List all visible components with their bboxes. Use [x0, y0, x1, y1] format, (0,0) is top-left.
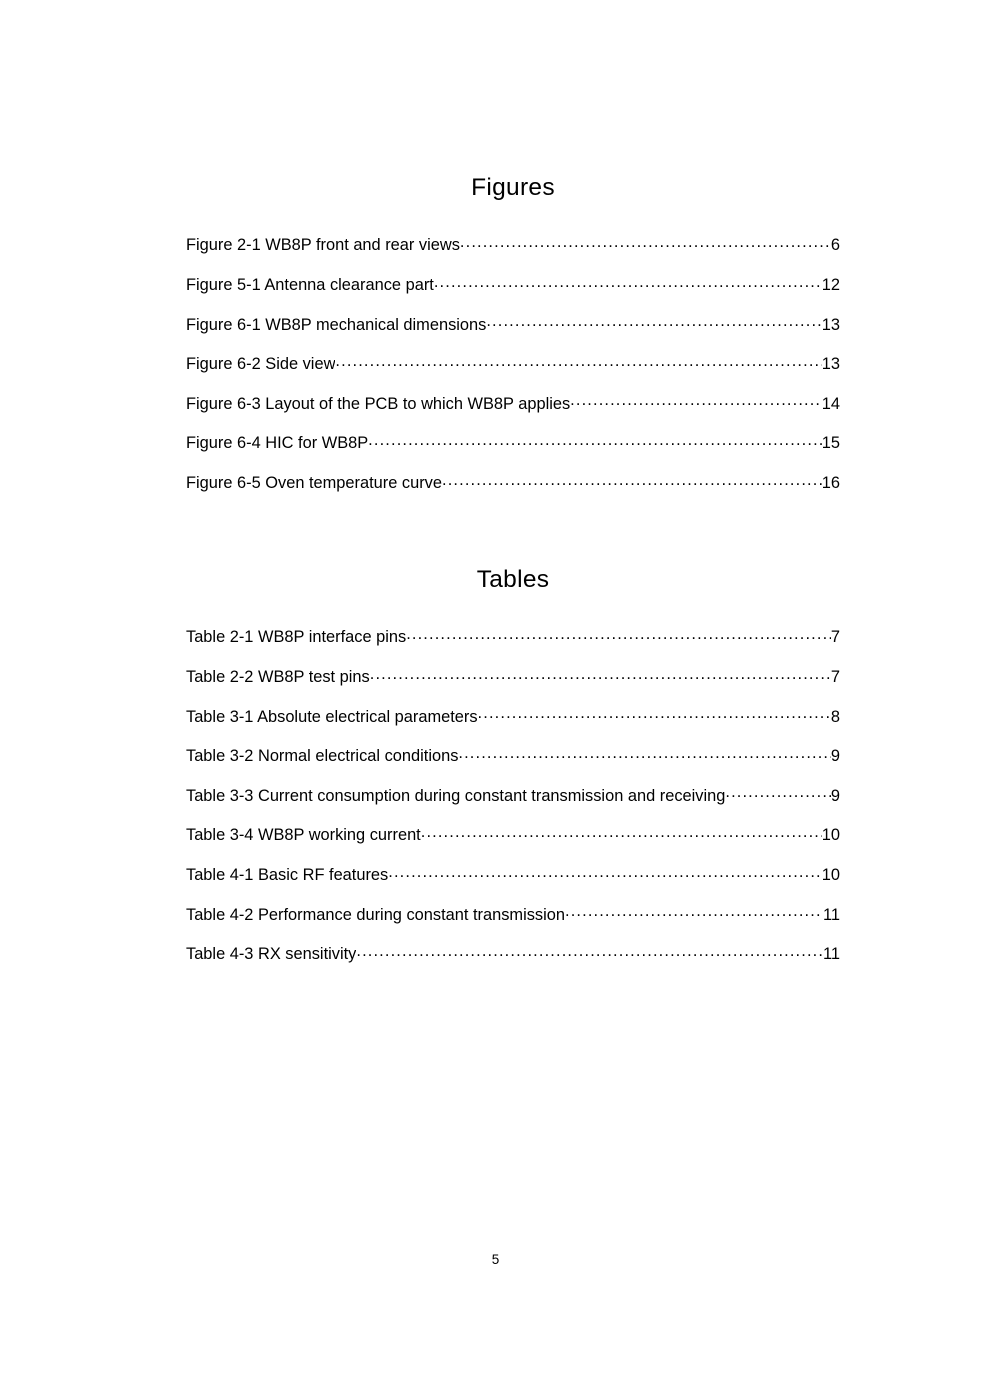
toc-dot-leader [368, 432, 822, 448]
toc-dot-leader [388, 864, 822, 880]
toc-entry-page-number: 14 [821, 394, 840, 413]
toc-entry-page-number: 15 [821, 434, 840, 453]
toc-dot-leader [458, 745, 830, 761]
toc-entry-page-number: 16 [821, 473, 840, 492]
toc-dot-leader [356, 943, 823, 959]
toc-entry-page-number: 10 [821, 865, 840, 884]
toc-entry[interactable] [186, 705, 840, 745]
toc-entry-label: Table 4-2 Performance during constant transmission [186, 905, 565, 924]
toc-dot-leader [570, 392, 822, 408]
toc-entry-page-number: 6 [830, 236, 840, 255]
toc-dot-leader [370, 666, 831, 682]
toc-entry-label: Figure 6-2 Side view [186, 355, 336, 374]
toc-entry[interactable] [186, 234, 840, 274]
page-number: 5 [491, 1252, 500, 1267]
toc-entry-label: Table 4-1 Basic RF features [186, 865, 389, 884]
toc-entry-page-number: 11 [822, 905, 840, 924]
toc-entry[interactable] [186, 274, 840, 314]
toc-dot-leader [421, 824, 822, 840]
toc-entry-page-number: 11 [822, 945, 840, 964]
toc-entry-label: Figure 6-3 Layout of the PCB to which WB8P applies [186, 394, 571, 413]
toc-entry[interactable] [186, 472, 840, 512]
toc-entry-label: Figure 6-4 HIC for WB8P [186, 434, 369, 453]
toc-dot-leader [460, 234, 831, 250]
toc-entry-label: Figure 2-1 WB8P front and rear views [186, 236, 460, 255]
toc-entry[interactable] [186, 432, 840, 472]
toc-entry[interactable] [186, 626, 840, 666]
toc-entry[interactable] [186, 666, 840, 706]
toc-dot-leader [406, 626, 831, 642]
toc-dot-leader [486, 313, 821, 329]
tables-list-of-entries [186, 626, 840, 982]
toc-dot-leader [335, 353, 821, 369]
toc-entry-label: Table 3-3 Current consumption during constant transmission and receiving [186, 786, 726, 805]
toc-entry-label: Table 4-3 RX sensitivity [186, 945, 357, 964]
toc-entry-label: Table 3-2 Normal electrical conditions [186, 747, 459, 766]
tables-section-heading: Tables [476, 566, 550, 593]
toc-entry-page-number: 13 [821, 315, 840, 334]
toc-entry[interactable] [186, 864, 840, 904]
toc-dot-leader [725, 784, 831, 800]
toc-entry-page-number: 10 [821, 826, 840, 845]
toc-entry-page-number: 13 [821, 355, 840, 374]
toc-entry[interactable] [186, 784, 840, 824]
toc-dot-leader [565, 903, 823, 919]
toc-entry[interactable] [186, 824, 840, 864]
toc-entry-label: Table 3-1 Absolute electrical parameters [186, 707, 478, 726]
toc-entry[interactable] [186, 313, 840, 353]
figures-list-of-entries [186, 234, 840, 511]
toc-entry-label: Table 2-2 WB8P test pins [186, 667, 370, 686]
toc-entry[interactable] [186, 745, 840, 785]
toc-entry[interactable] [186, 943, 840, 983]
toc-entry-page-number: 7 [830, 628, 840, 647]
toc-entry-label: Figure 6-5 Oven temperature curve [186, 473, 442, 492]
toc-entry-page-number: 12 [821, 275, 840, 294]
toc-entry-label: Figure 5-1 Antenna clearance part [186, 275, 434, 294]
toc-entry-label: Table 3-4 WB8P working current [186, 826, 421, 845]
toc-dot-leader [478, 705, 831, 721]
toc-entry-page-number: 8 [830, 707, 840, 726]
toc-entry-label: Figure 6-1 WB8P mechanical dimensions [186, 315, 487, 334]
toc-entry-page-number: 9 [830, 747, 840, 766]
toc-dot-leader [442, 472, 822, 488]
toc-entry-label: Table 2-1 WB8P interface pins [186, 628, 407, 647]
toc-dot-leader [434, 274, 822, 290]
toc-entry[interactable] [186, 353, 840, 393]
toc-entry-page-number: 9 [830, 786, 840, 805]
toc-entry-page-number: 7 [830, 667, 840, 686]
toc-entry[interactable] [186, 392, 840, 432]
toc-entry[interactable] [186, 903, 840, 943]
figures-section-heading: Figures [471, 174, 555, 201]
